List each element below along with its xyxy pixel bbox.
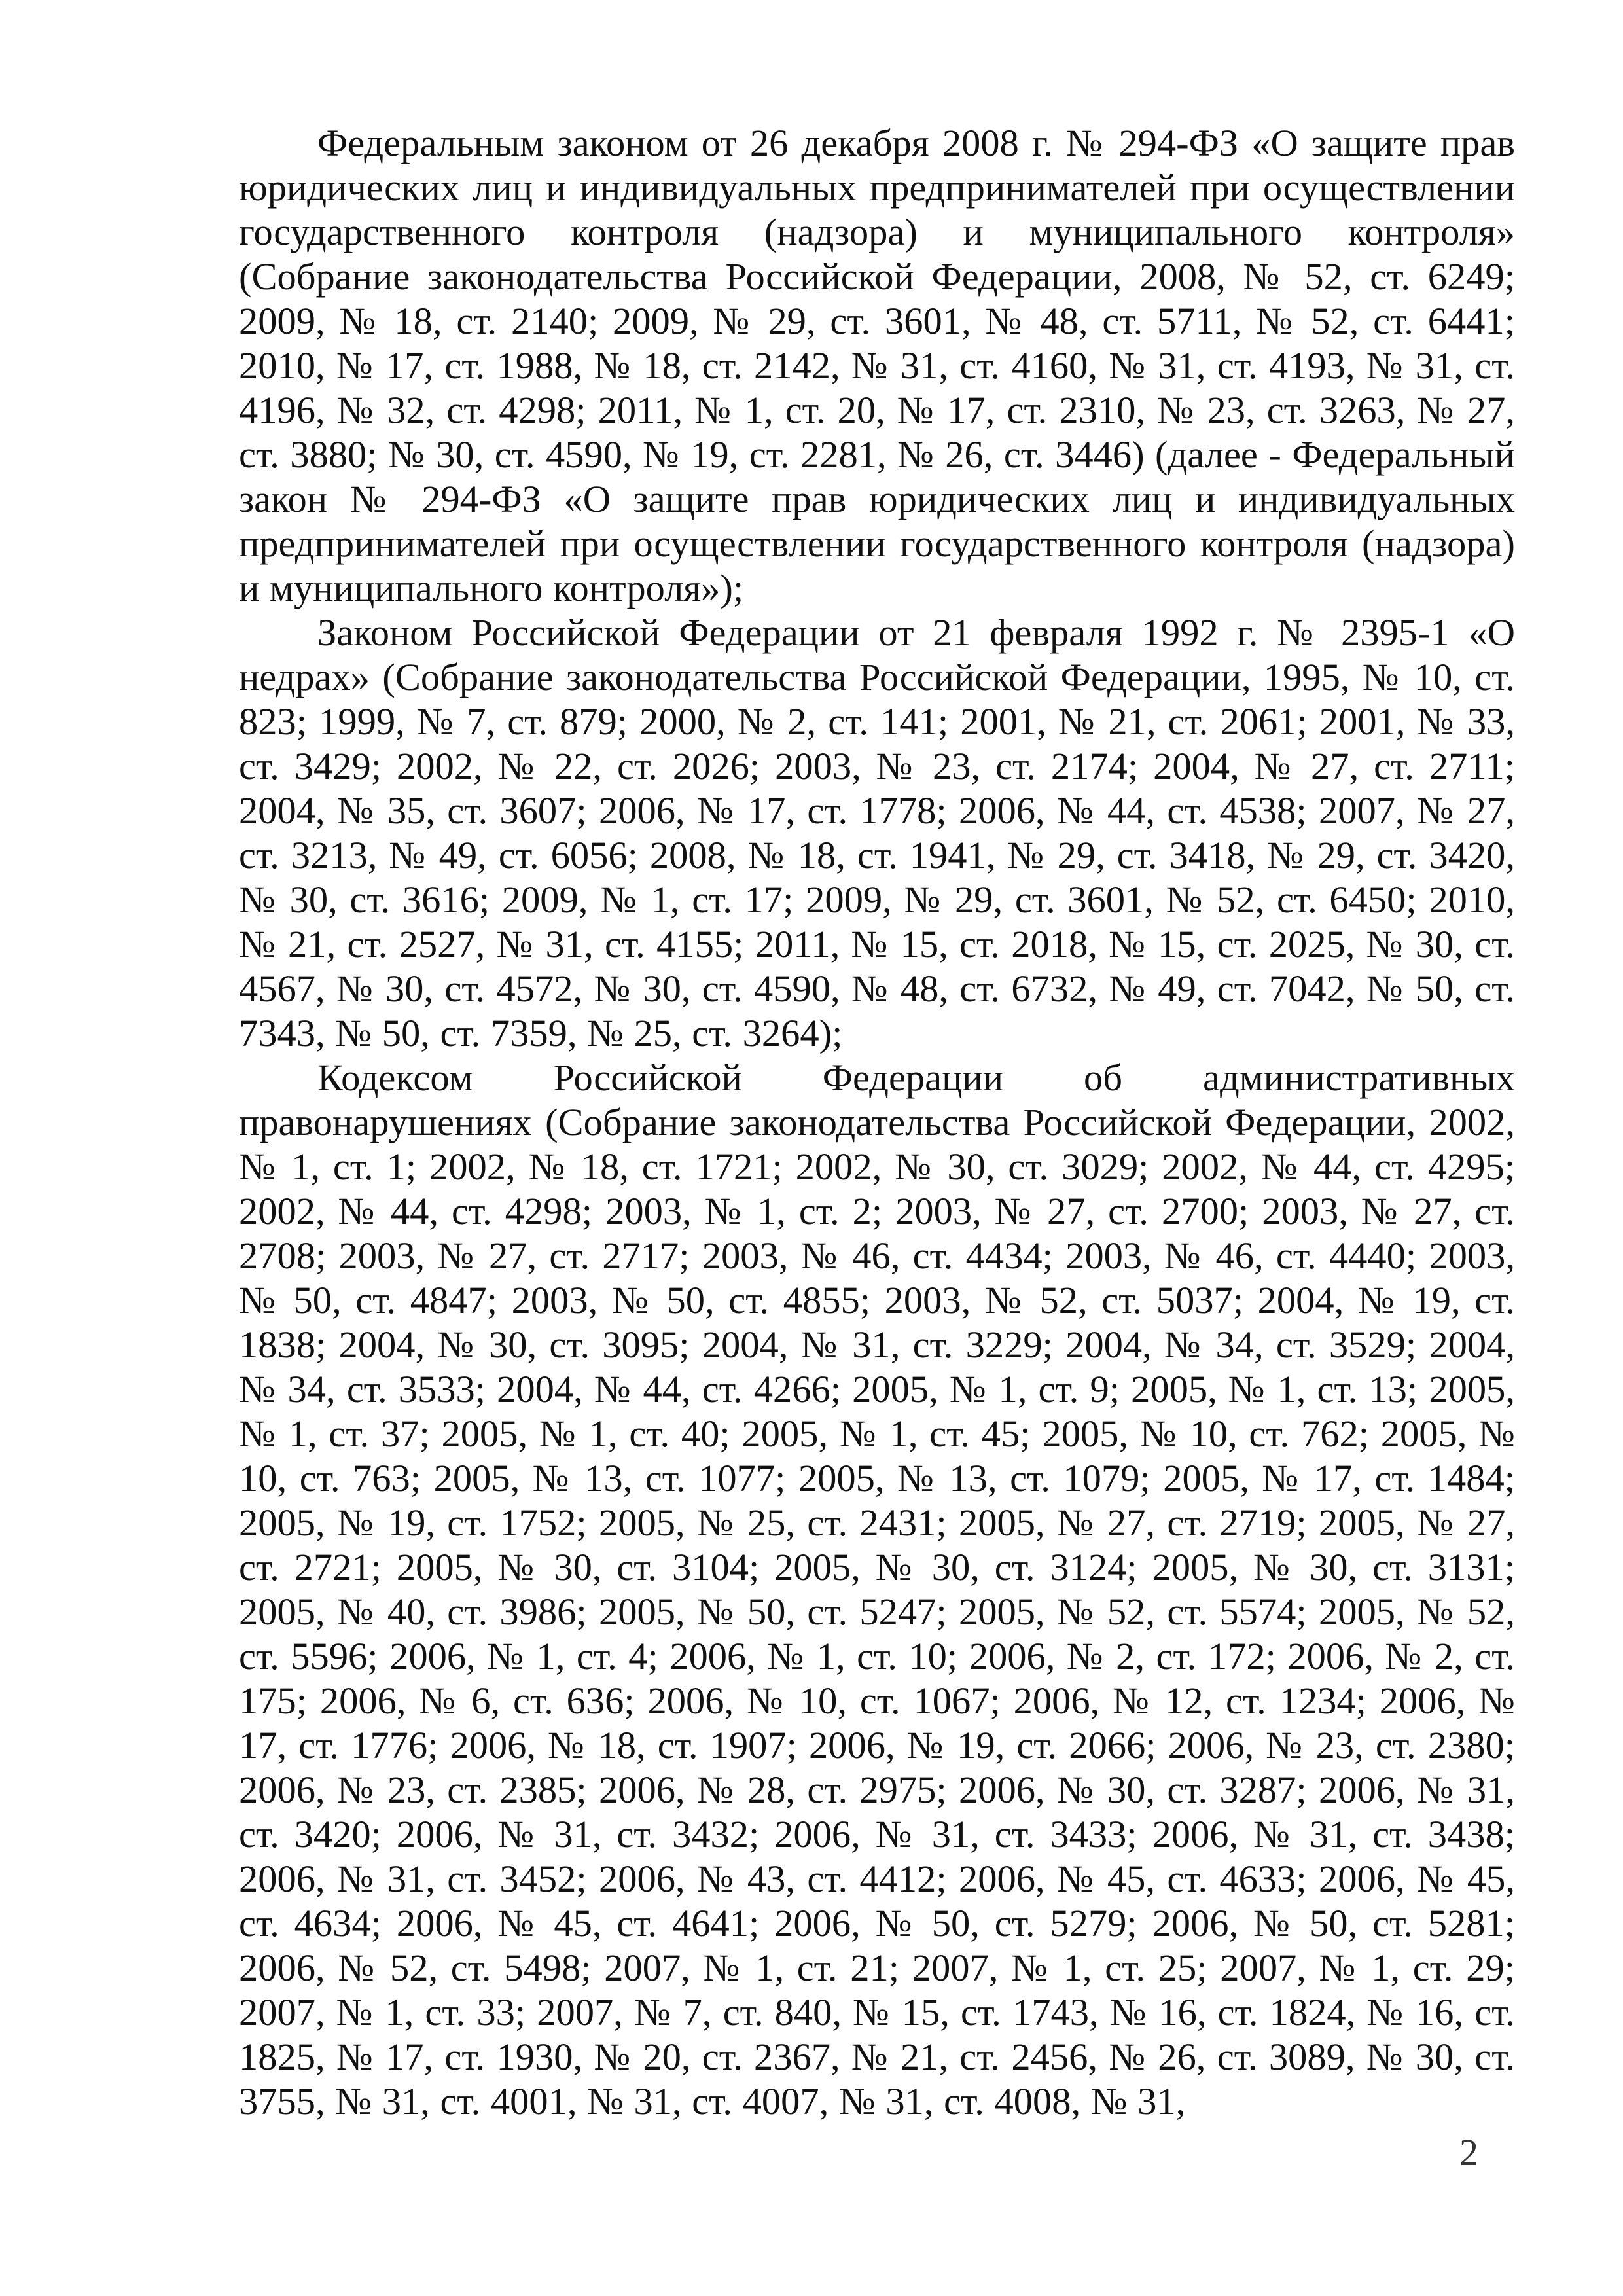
paragraph-administrative-code: Кодексом Российской Федерации об административных правонарушениях (Собрание законодательства Российской Федерации, 2002, № 1, ст. 1; 2002, № 18, ст. 1721; 2002, № 30, ст. 3029; 2002, № 44, ст. 4295; 2002, № 44, ст. 4298; 2003, № 1, ст. 2; 2003, № 27, ст. 2700; 2003, № 27, ст. 2708; 2003, № 27, ст. 2717; 2003, № 46, ст. 4434; 2003, № 46, ст. 4440; 2003, № 50, ст. 4847; 2003, № 50, ст. 4855; 2003, № 52, ст. 5037; 2004, № 19, ст. 1838; 2004, № 30, ст. 3095; 2004, № 31, ст. 3229; 2004, № 34, ст. 3529; 2004, № 34, ст. 3533; 2004, № 44, ст. 4266; 2005, № 1, ст. 9; 2005, № 1, ст. 13; 2005, № 1, ст. 37; 2005, № 1, ст. 40; 2005, № 1, ст. 45; 2005, № 10, ст. 762; 2005, № 10, ст. 763; 2005, № 13, ст. 1077; 2005, № 13, ст. 1079; 2005, № 17, ст. 1484; 2005, № 19, ст. 1752; 2005, № 25, ст. 2431; 2005, № 27, ст. 2719; 2005, № 27, ст. 2721; 2005, № 30, ст. 3104; 2005, № 30, ст. 3124; 2005, № 30, ст. 3131; 2005, № 40, ст. 3986; 2005, № 50, ст. 5247; 2005, № 52, ст. 5574; 2005, № 52, ст. 5596; 2006, № 1, ст. 4; 2006, № 1, ст. 10; 2006, № 2, ст. 172; 2006, № 2, ст. 175; 2006, № 6, ст. 636; 2006, № 10, ст. 1067; 2006, № 12, ст. 1234; 2006, № 17, ст. 1776; 2006, № 18, ст. 1907; 2006, № 19, ст. 2066; 2006, № 23, ст. 2380; 2006, № 23, ст. 2385; 2006, № 28, ст. 2975; 2006, № 30, ст. 3287; 2006, № 31, ст. 3420; 2006, № 31, ст. 3432; 2006, № 31, ст. 3433; 2006, № 31, ст. 3438; 2006, № 31, ст. 3452; 2006, № 43, ст. 4412; 2006, № 45, ст. 4633; 2006, № 45, ст. 4634; 2006, № 45, ст. 4641; 2006, № 50, ст. 5279; 2006, № 50, ст. 5281; 2006, № 52, ст. 5498; 2007, № 1, ст. 21; 2007, № 1, ст. 25; 2007, № 1, ст. 29; 2007, № 1, ст. 33; 2007, № 7, ст. 840, № 15, ст. 1743, № 16, ст. 1824, № 16, ст. 1825, № 17, ст. 1930, № 20, ст. 2367, № 21, ст. 2456, № 26, ст. 3089, № 30, ст. 3755, № 31, ст. 4001, № 31, ст. 4007, № 31, ст. 4008, № 31,: [239, 1056, 1515, 2123]
paragraph-law-on-subsoil: Законом Российской Федерации от 21 февраля 1992 г. № 2395-1 «О недрах» (Собрание законодательства Российской Федерации, 1995, № 10, ст. 823; 1999, № 7, ст. 879; 2000, № 2, ст. 141; 2001, № 21, ст. 2061; 2001, № 33, ст. 3429; 2002, № 22, ст. 2026; 2003, № 23, ст. 2174; 2004, № 27, ст. 2711; 2004, № 35, ст. 3607; 2006, № 17, ст. 1778; 2006, № 44, ст. 4538; 2007, № 27, ст. 3213, № 49, ст. 6056; 2008, № 18, ст. 1941, № 29, ст. 3418, № 29, ст. 3420, № 30, ст. 3616; 2009, № 1, ст. 17; 2009, № 29, ст. 3601, № 52, ст. 6450; 2010, № 21, ст. 2527, № 31, ст. 4155; 2011, № 15, ст. 2018, № 15, ст. 2025, № 30, ст. 4567, № 30, ст. 4572, № 30, ст. 4590, № 48, ст. 6732, № 49, ст. 7042, № 50, ст. 7343, № 50, ст. 7359, № 25, ст. 3264);: [239, 611, 1515, 1054]
page-number: 2: [1459, 2131, 1478, 2174]
paragraph-federal-law-294fz: Федеральным законом от 26 декабря 2008 г. № 294-ФЗ «О защите прав юридических лиц и индивидуальных предпринимателей при осуществлении государственного контроля (надзора) и муниципального контроля» (Собрание законодательства Российской Федерации, 2008, № 52, ст. 6249; 2009, № 18, ст. 2140; 2009, № 29, ст. 3601, № 48, ст. 5711, № 52, ст. 6441; 2010, № 17, ст. 1988, № 18, ст. 2142, № 31, ст. 4160, № 31, ст. 4193, № 31, ст. 4196, № 32, ст. 4298; 2011, № 1, ст. 20, № 17, ст. 2310, № 23, ст. 3263, № 27, ст. 3880; № 30, ст. 4590, № 19, ст. 2281, № 26, ст. 3446) (далее - Федеральный закон № 294-ФЗ «О защите прав юридических лиц и индивидуальных предпринимателей при осуществлении государственного контроля (надзора) и муниципального контроля»);: [239, 122, 1515, 609]
document-body: [239, 121, 1515, 2124]
